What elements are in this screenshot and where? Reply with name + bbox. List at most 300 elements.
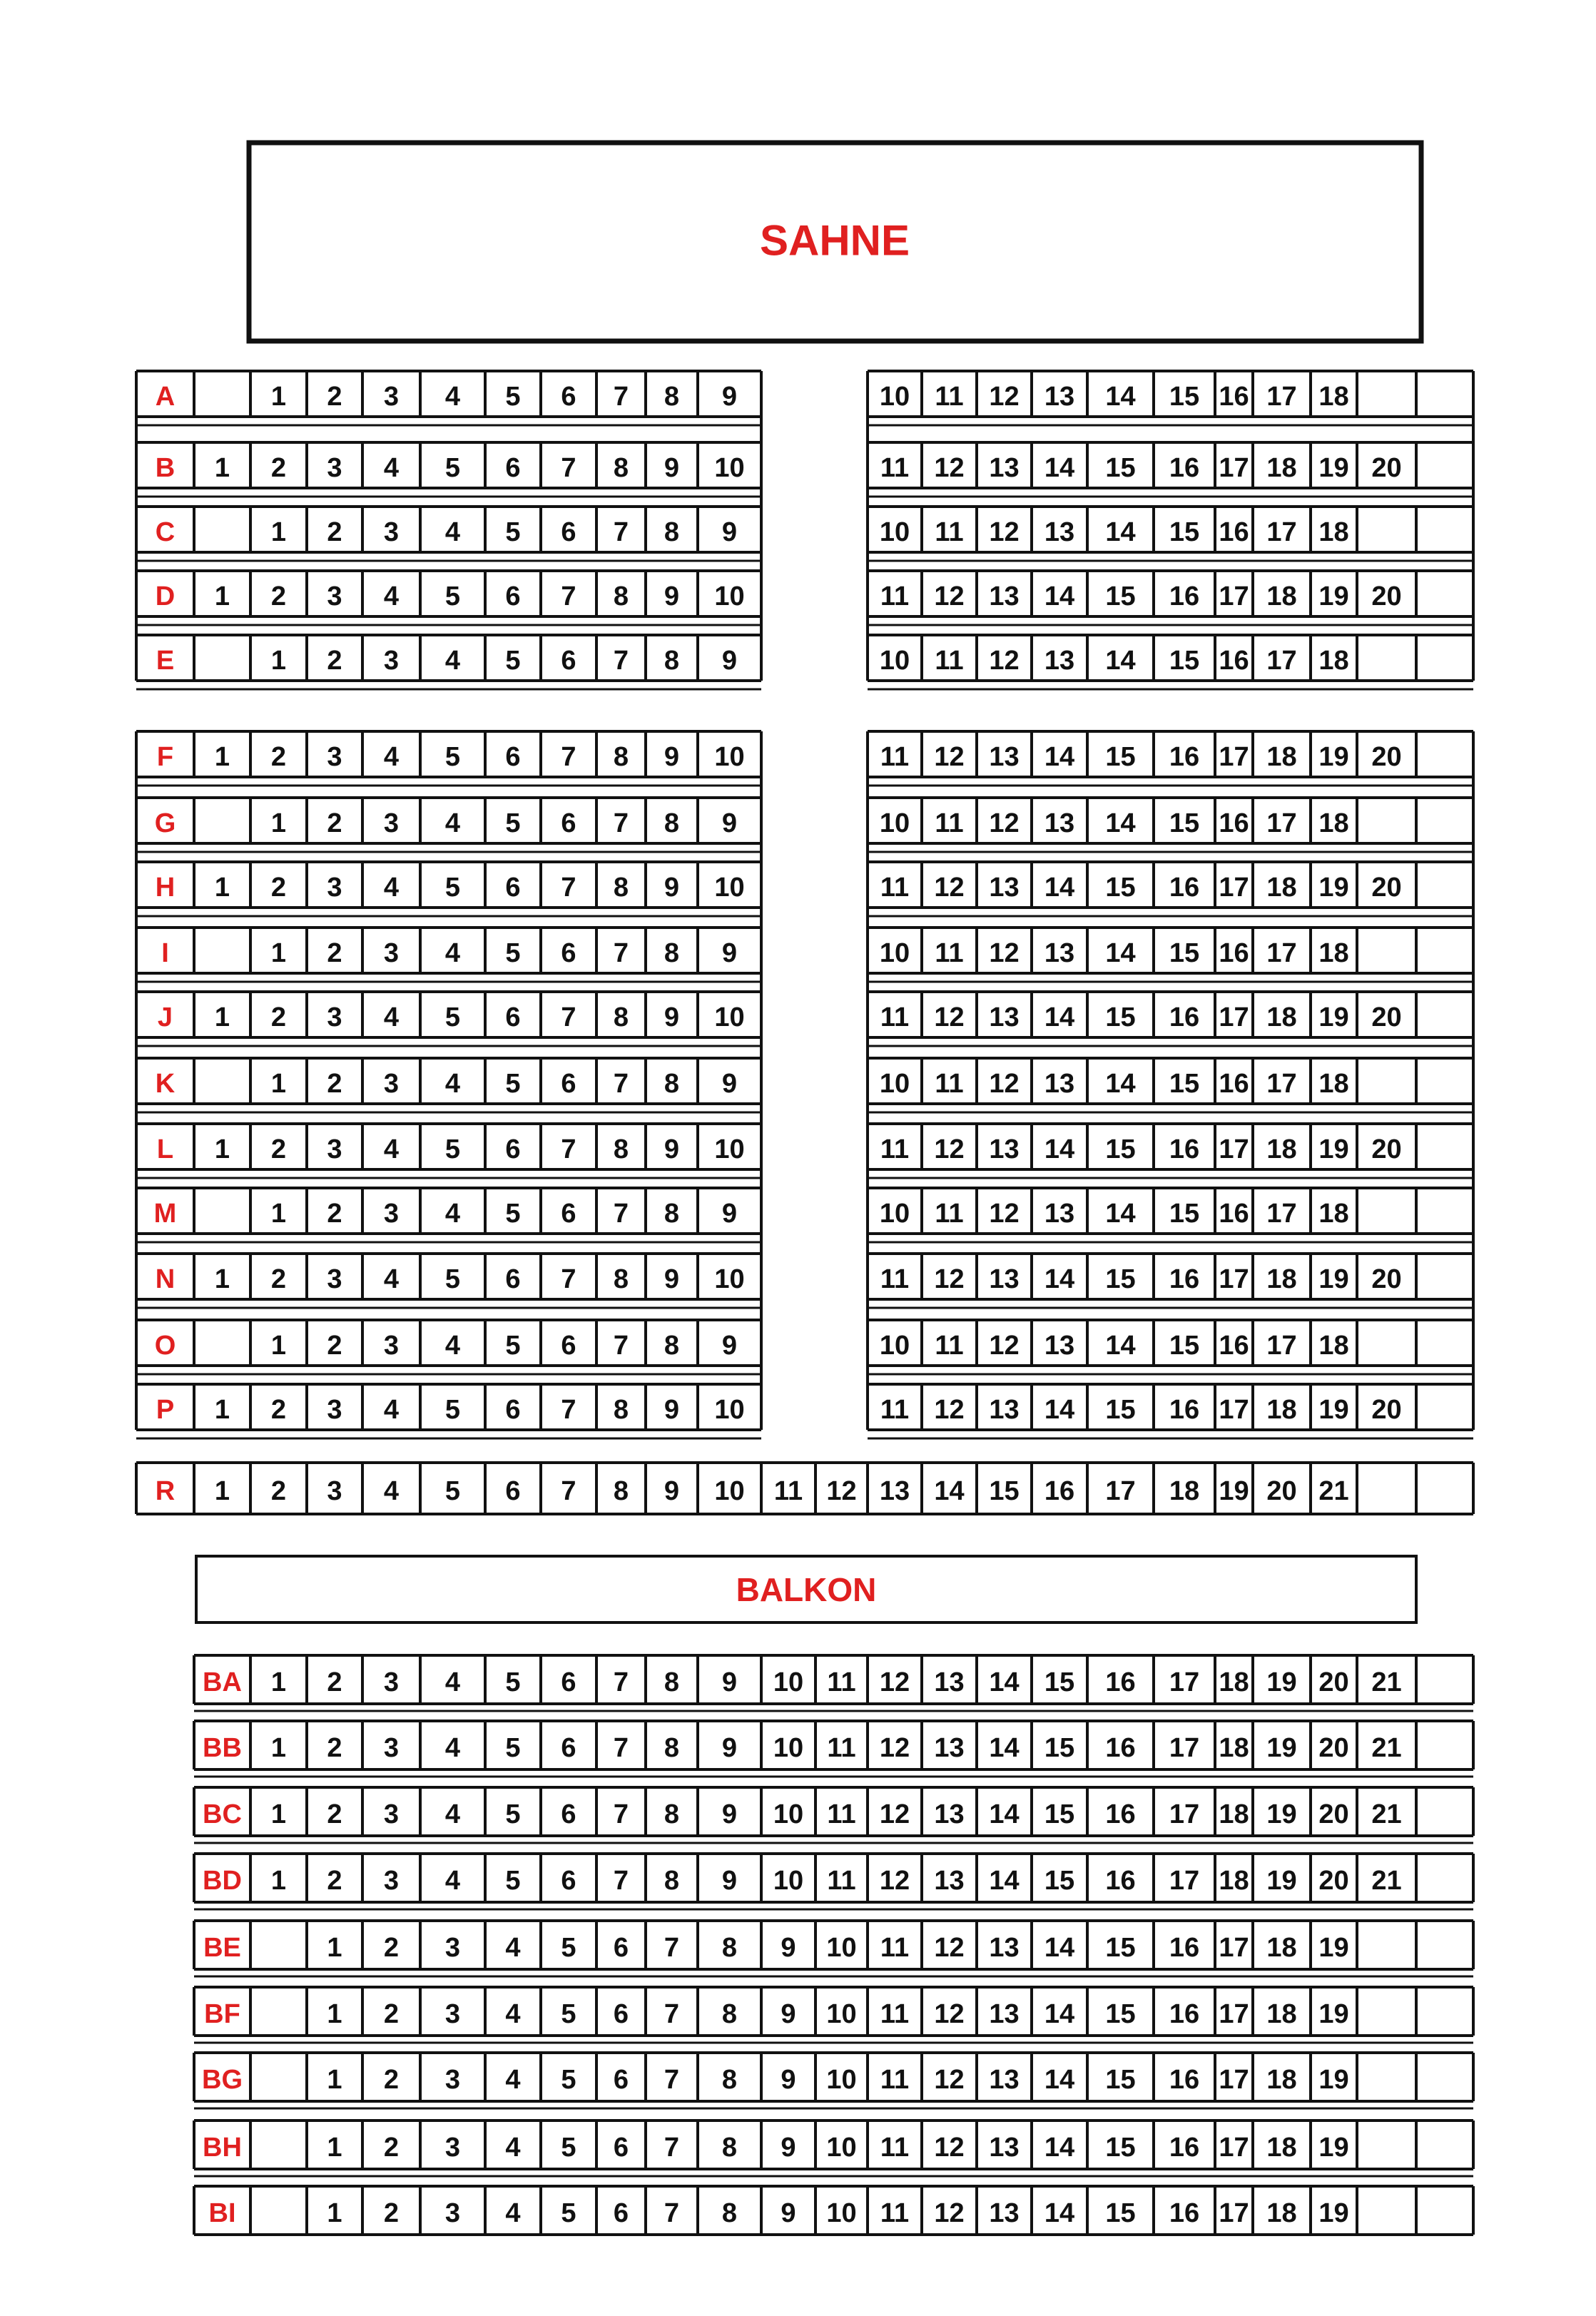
seat: 13 xyxy=(989,2198,1020,2228)
seat: 18 xyxy=(1266,2133,1297,2163)
seat: 5 xyxy=(444,1264,461,1294)
seat: 2 xyxy=(270,581,287,611)
balcony-row-bd xyxy=(194,1854,1473,1909)
seat: 17 xyxy=(1219,1999,1249,2029)
seat: 4 xyxy=(383,1476,400,1506)
seat: 4 xyxy=(383,1134,400,1164)
seat: 8 xyxy=(664,1199,680,1229)
seat: 10 xyxy=(879,382,910,412)
seat: 7 xyxy=(664,2065,680,2095)
seat: 17 xyxy=(1266,1199,1297,1229)
seat: 8 xyxy=(721,2198,738,2228)
seat: 3 xyxy=(327,1476,342,1506)
seat: 9 xyxy=(664,1002,680,1032)
seat: 20 xyxy=(1318,1866,1349,1896)
seat: 16 xyxy=(1105,1799,1136,1829)
seat: 3 xyxy=(444,2065,461,2095)
seat: 9 xyxy=(721,938,738,968)
balcony-row-bh xyxy=(194,2121,1473,2176)
seat: 21 xyxy=(1318,1476,1349,1506)
seat: 12 xyxy=(879,1866,910,1896)
seat: 2 xyxy=(383,2065,400,2095)
seat: 16 xyxy=(1219,1331,1249,1361)
seat: 2 xyxy=(270,1002,287,1032)
seat: 14 xyxy=(1105,938,1136,968)
seat: 10 xyxy=(773,1733,804,1763)
seat: 9 xyxy=(721,382,738,412)
seat: 10 xyxy=(879,938,910,968)
row-label: M xyxy=(153,1199,177,1229)
seat: 13 xyxy=(989,1395,1020,1425)
seat: 7 xyxy=(664,2198,680,2228)
seat: 18 xyxy=(1219,1733,1249,1763)
seat: 18 xyxy=(1318,646,1349,676)
seat: 19 xyxy=(1266,1667,1297,1697)
seat: 7 xyxy=(561,1134,576,1164)
seat: 9 xyxy=(664,873,680,903)
seat: 7 xyxy=(613,808,629,838)
seat: 17 xyxy=(1105,1476,1136,1506)
seat: 18 xyxy=(1318,517,1349,547)
seat: 5 xyxy=(505,1069,521,1099)
seat: 13 xyxy=(1044,808,1075,838)
row-label: BF xyxy=(204,1999,240,2029)
seat: 6 xyxy=(613,1933,629,1963)
seat: 8 xyxy=(721,1933,738,1963)
seat: 11 xyxy=(880,581,910,611)
seat: 3 xyxy=(383,1866,400,1896)
seat: 8 xyxy=(664,808,680,838)
seat: 11 xyxy=(880,1933,910,1963)
seat: 1 xyxy=(214,742,230,772)
seat: 2 xyxy=(270,1134,287,1164)
seat: 14 xyxy=(1105,1331,1136,1361)
seat-row-c xyxy=(136,507,1473,561)
seat: 8 xyxy=(664,1069,680,1099)
seat: 18 xyxy=(1266,742,1297,772)
seat: 11 xyxy=(880,1134,910,1164)
seat: 11 xyxy=(880,453,910,483)
seat: 2 xyxy=(383,1933,400,1963)
seat: 20 xyxy=(1318,1799,1349,1829)
seat: 9 xyxy=(664,1134,680,1164)
seat: 11 xyxy=(935,1331,964,1361)
seat: 3 xyxy=(327,581,342,611)
seat: 11 xyxy=(827,1667,856,1697)
seat: 1 xyxy=(270,646,287,676)
seat: 16 xyxy=(1219,1069,1249,1099)
seat: 13 xyxy=(989,453,1020,483)
seat: 10 xyxy=(826,1933,857,1963)
seat: 17 xyxy=(1266,382,1297,412)
seat: 19 xyxy=(1318,1134,1349,1164)
seat: 9 xyxy=(664,453,680,483)
seat: 10 xyxy=(714,1476,745,1506)
seat: 18 xyxy=(1219,1799,1249,1829)
seat: 2 xyxy=(383,2133,400,2163)
row-label: E xyxy=(156,646,175,676)
seat: 10 xyxy=(773,1799,804,1829)
seat: 1 xyxy=(270,1866,287,1896)
seat: 18 xyxy=(1318,1069,1349,1099)
seat: 18 xyxy=(1266,873,1297,903)
seat: 7 xyxy=(613,1331,629,1361)
seat: 18 xyxy=(1266,1002,1297,1032)
seat: 16 xyxy=(1169,873,1200,903)
seat: 10 xyxy=(879,1199,910,1229)
seat: 1 xyxy=(270,1069,287,1099)
seat: 12 xyxy=(989,808,1020,838)
balcony-row-bb xyxy=(194,1721,1473,1777)
seat: 17 xyxy=(1219,1395,1249,1425)
seat: 2 xyxy=(270,1264,287,1294)
row-label: BI xyxy=(208,2198,236,2228)
seat: 9 xyxy=(721,1199,738,1229)
seat: 4 xyxy=(505,1999,521,2029)
seat: 17 xyxy=(1219,1933,1249,1963)
seat-row-k xyxy=(136,1058,1473,1112)
seat: 14 xyxy=(1044,2133,1075,2163)
seat: 15 xyxy=(1044,1866,1075,1896)
seat: 18 xyxy=(1266,581,1297,611)
seat-row-j xyxy=(136,992,1473,1046)
seat: 12 xyxy=(989,517,1020,547)
row-label: A xyxy=(155,382,176,412)
seat: 4 xyxy=(444,808,461,838)
seat: 3 xyxy=(327,873,342,903)
seat: 10 xyxy=(826,2065,857,2095)
seat: 2 xyxy=(327,646,342,676)
seat: 20 xyxy=(1371,873,1402,903)
seat: 19 xyxy=(1318,873,1349,903)
seat: 18 xyxy=(1318,1199,1349,1229)
seat: 13 xyxy=(1044,517,1075,547)
seat: 14 xyxy=(989,1733,1020,1763)
seat: 17 xyxy=(1219,1134,1249,1164)
seat: 11 xyxy=(880,2065,910,2095)
seat: 12 xyxy=(934,1395,965,1425)
seat: 21 xyxy=(1371,1866,1402,1896)
seat: 18 xyxy=(1318,938,1349,968)
seat: 18 xyxy=(1169,1476,1200,1506)
seat: 1 xyxy=(214,873,230,903)
seat: 15 xyxy=(1169,646,1200,676)
seat: 12 xyxy=(934,2133,965,2163)
seat: 6 xyxy=(561,382,576,412)
seat: 2 xyxy=(327,1799,342,1829)
seat: 10 xyxy=(879,1331,910,1361)
seat: 17 xyxy=(1219,742,1249,772)
seat: 15 xyxy=(1169,938,1200,968)
seat: 12 xyxy=(826,1476,857,1506)
seat: 13 xyxy=(934,1733,965,1763)
row-label: D xyxy=(155,581,176,611)
seat: 9 xyxy=(664,581,680,611)
seat: 14 xyxy=(1044,742,1075,772)
seat: 15 xyxy=(1044,1667,1075,1697)
seat: 6 xyxy=(505,742,521,772)
seat: 9 xyxy=(664,1476,680,1506)
seat: 9 xyxy=(781,2065,796,2095)
seat: 16 xyxy=(1219,646,1249,676)
row-label: BC xyxy=(203,1799,242,1829)
seat: 18 xyxy=(1266,1395,1297,1425)
seat: 18 xyxy=(1266,1933,1297,1963)
seat: 16 xyxy=(1219,517,1249,547)
seat: 4 xyxy=(444,1733,461,1763)
seat: 7 xyxy=(613,1667,629,1697)
seat: 11 xyxy=(935,1069,964,1099)
seat: 5 xyxy=(561,1999,576,2029)
seat: 14 xyxy=(1044,2065,1075,2095)
seat: 16 xyxy=(1169,453,1200,483)
seat: 3 xyxy=(383,1199,400,1229)
seat: 10 xyxy=(714,1264,745,1294)
seat: 16 xyxy=(1169,1134,1200,1164)
row-label: BH xyxy=(203,2133,242,2163)
seat: 2 xyxy=(327,1866,342,1896)
seat: 19 xyxy=(1266,1866,1297,1896)
seat: 12 xyxy=(879,1799,910,1829)
seat: 8 xyxy=(664,382,680,412)
balcony-row-bg xyxy=(194,2053,1473,2108)
row-label: R xyxy=(155,1476,176,1506)
seat: 12 xyxy=(989,1069,1020,1099)
seat: 7 xyxy=(613,1199,629,1229)
seat: 3 xyxy=(383,517,400,547)
seat: 8 xyxy=(613,1134,629,1164)
seat-row-d xyxy=(136,571,1473,625)
seat: 15 xyxy=(1169,808,1200,838)
seat-row-i xyxy=(136,928,1473,982)
seat: 12 xyxy=(934,873,965,903)
seat: 2 xyxy=(383,2198,400,2228)
seat: 20 xyxy=(1318,1733,1349,1763)
seat: 1 xyxy=(270,382,287,412)
seat: 6 xyxy=(561,808,576,838)
seat: 12 xyxy=(934,2065,965,2095)
seat: 6 xyxy=(561,1199,576,1229)
seat: 4 xyxy=(444,1667,461,1697)
seat: 20 xyxy=(1266,1476,1297,1506)
seat: 17 xyxy=(1266,1331,1297,1361)
seat: 16 xyxy=(1169,1395,1200,1425)
seat: 19 xyxy=(1266,1733,1297,1763)
seat: 12 xyxy=(989,382,1020,412)
seat: 3 xyxy=(444,1999,461,2029)
seat: 7 xyxy=(613,1866,629,1896)
balcony-row-bi xyxy=(194,2186,1473,2235)
balcony-row-bc xyxy=(194,1787,1473,1843)
seat: 1 xyxy=(270,1199,287,1229)
seat: 15 xyxy=(1105,1002,1136,1032)
seat: 11 xyxy=(935,938,964,968)
seat: 8 xyxy=(664,517,680,547)
seat-row-l xyxy=(136,1124,1473,1178)
row-label: BA xyxy=(203,1667,242,1697)
seat: 5 xyxy=(505,382,521,412)
seat: 16 xyxy=(1044,1476,1075,1506)
seat: 6 xyxy=(505,1264,521,1294)
seat: 9 xyxy=(721,517,738,547)
seat: 12 xyxy=(934,1999,965,2029)
seat-row-a xyxy=(136,371,1473,425)
seat: 13 xyxy=(1044,1069,1075,1099)
seat: 9 xyxy=(721,1799,738,1829)
seat: 6 xyxy=(561,1866,576,1896)
seat: 10 xyxy=(826,2133,857,2163)
seat: 13 xyxy=(1044,1199,1075,1229)
seat: 14 xyxy=(1105,646,1136,676)
seat: 2 xyxy=(327,1069,342,1099)
seat: 12 xyxy=(989,646,1020,676)
seat: 4 xyxy=(383,742,400,772)
seat: 5 xyxy=(505,938,521,968)
seat: 12 xyxy=(934,1264,965,1294)
seat: 6 xyxy=(561,938,576,968)
seat: 3 xyxy=(383,1331,400,1361)
row-label: C xyxy=(155,517,176,547)
seat: 12 xyxy=(989,1199,1020,1229)
seat: 8 xyxy=(664,1667,680,1697)
seat: 9 xyxy=(781,2198,796,2228)
seat: 19 xyxy=(1318,1999,1349,2029)
balcony-row-be xyxy=(194,1921,1473,1976)
seat: 1 xyxy=(270,1667,287,1697)
seat: 17 xyxy=(1266,1069,1297,1099)
seat: 2 xyxy=(270,1395,287,1425)
seat: 10 xyxy=(714,1395,745,1425)
seat: 14 xyxy=(989,1866,1020,1896)
seat: 3 xyxy=(383,1733,400,1763)
seat: 4 xyxy=(444,382,461,412)
seat: 21 xyxy=(1371,1667,1402,1697)
seat-row-n xyxy=(136,1254,1473,1308)
seat: 7 xyxy=(613,1069,629,1099)
seat: 18 xyxy=(1266,1134,1297,1164)
seat: 6 xyxy=(505,581,521,611)
seat: 11 xyxy=(935,517,964,547)
seat: 15 xyxy=(1105,742,1136,772)
seat: 10 xyxy=(879,808,910,838)
seat: 4 xyxy=(505,2133,521,2163)
seat: 3 xyxy=(383,938,400,968)
seat: 5 xyxy=(505,1667,521,1697)
seat-row-o xyxy=(136,1320,1473,1374)
seat: 1 xyxy=(214,1002,230,1032)
seat: 6 xyxy=(561,1667,576,1697)
seat: 4 xyxy=(444,1799,461,1829)
seat: 6 xyxy=(561,517,576,547)
row-label: I xyxy=(161,938,169,968)
seat: 14 xyxy=(1105,1069,1136,1099)
seat: 1 xyxy=(327,1933,342,1963)
seat: 18 xyxy=(1318,1331,1349,1361)
seat: 12 xyxy=(934,742,965,772)
seat: 2 xyxy=(270,742,287,772)
seat: 8 xyxy=(613,1395,629,1425)
seat: 1 xyxy=(214,1134,230,1164)
seat: 1 xyxy=(327,1999,342,2029)
seat: 10 xyxy=(714,453,745,483)
seat: 7 xyxy=(664,1933,680,1963)
seat: 16 xyxy=(1219,1199,1249,1229)
seat: 11 xyxy=(880,2198,910,2228)
seat: 14 xyxy=(1105,382,1136,412)
seat: 1 xyxy=(270,808,287,838)
seat: 10 xyxy=(826,1999,857,2029)
seat: 16 xyxy=(1169,2198,1200,2228)
seat: 16 xyxy=(1169,742,1200,772)
seat: 8 xyxy=(664,1799,680,1829)
seat: 19 xyxy=(1318,1933,1349,1963)
seat: 16 xyxy=(1169,2065,1200,2095)
seat: 7 xyxy=(561,581,576,611)
seat: 3 xyxy=(383,382,400,412)
seat: 15 xyxy=(1169,1069,1200,1099)
seat: 6 xyxy=(561,1069,576,1099)
seat: 17 xyxy=(1169,1799,1200,1829)
seat: 5 xyxy=(505,808,521,838)
seat: 5 xyxy=(505,517,521,547)
seat: 17 xyxy=(1219,2198,1249,2228)
seat: 11 xyxy=(935,646,964,676)
seat: 7 xyxy=(561,453,576,483)
seat: 17 xyxy=(1169,1866,1200,1896)
seat: 5 xyxy=(505,1866,521,1896)
seat: 15 xyxy=(1105,1264,1136,1294)
seat: 14 xyxy=(934,1476,965,1506)
seat: 1 xyxy=(270,1733,287,1763)
row-label: BG xyxy=(202,2065,243,2095)
seat: 6 xyxy=(613,2133,629,2163)
seat: 9 xyxy=(721,646,738,676)
seat: 17 xyxy=(1169,1733,1200,1763)
seat: 14 xyxy=(1105,517,1136,547)
seat: 8 xyxy=(613,1002,629,1032)
seat: 9 xyxy=(721,1069,738,1099)
seat: 11 xyxy=(827,1799,856,1829)
seat: 15 xyxy=(1169,1199,1200,1229)
seat: 13 xyxy=(989,581,1020,611)
seat-row-p xyxy=(136,1384,1473,1438)
row-label: P xyxy=(156,1395,175,1425)
row-label: H xyxy=(155,873,176,903)
seat: 14 xyxy=(1044,1395,1075,1425)
seat: 13 xyxy=(1044,1331,1075,1361)
seat: 7 xyxy=(613,382,629,412)
seat: 6 xyxy=(505,873,521,903)
seat: 9 xyxy=(721,1733,738,1763)
seat: 20 xyxy=(1371,742,1402,772)
seat: 11 xyxy=(880,2133,910,2163)
seat: 17 xyxy=(1219,453,1249,483)
seat: 8 xyxy=(664,1733,680,1763)
seat: 19 xyxy=(1318,581,1349,611)
seat: 5 xyxy=(444,581,461,611)
seat: 7 xyxy=(561,873,576,903)
seat: 13 xyxy=(1044,646,1075,676)
seat: 13 xyxy=(934,1866,965,1896)
seat: 8 xyxy=(721,1999,738,2029)
seat: 1 xyxy=(214,1476,230,1506)
seat: 5 xyxy=(561,2065,576,2095)
seat: 12 xyxy=(934,1134,965,1164)
stage xyxy=(249,143,1421,341)
row-label: F xyxy=(156,742,174,772)
seat: 6 xyxy=(561,646,576,676)
seat-row-m xyxy=(136,1188,1473,1242)
